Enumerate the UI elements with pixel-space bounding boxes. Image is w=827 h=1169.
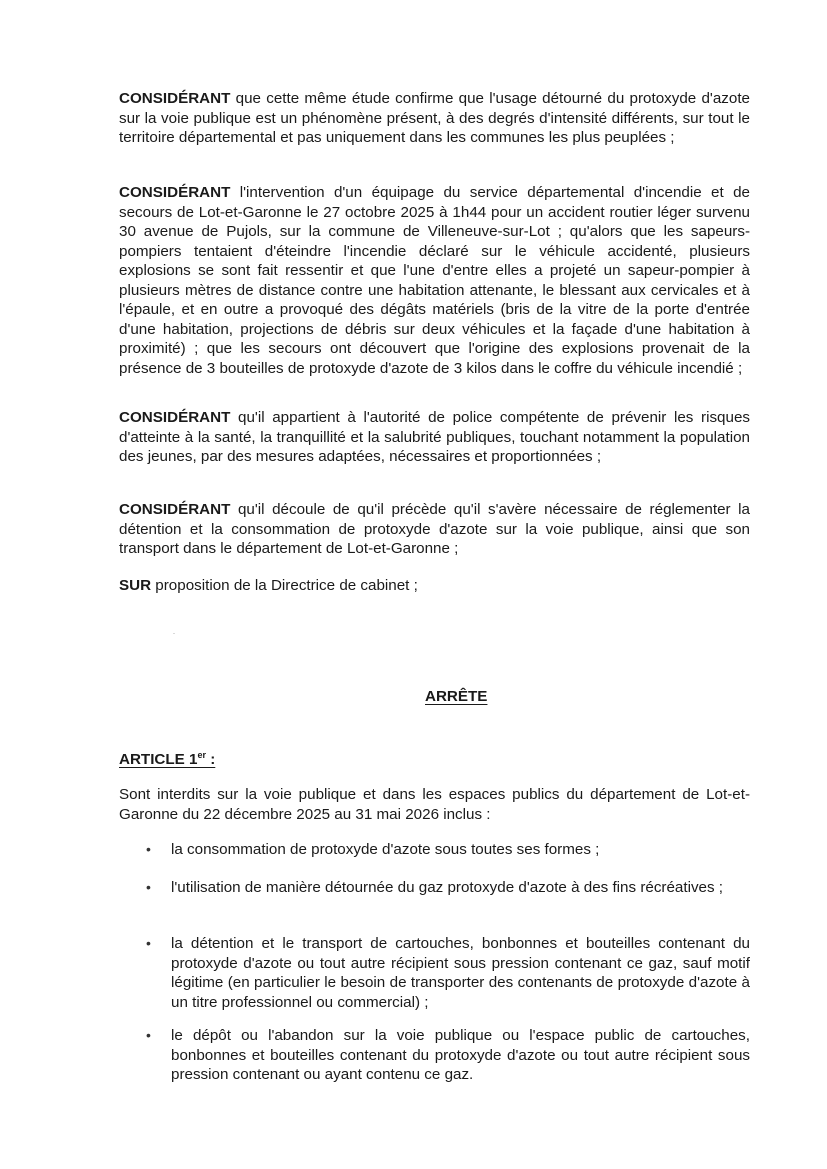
considerant-text: l'intervention d'un équipage du service départemental d'incendie et de secours de Lot-et-Garonne le 27 octobre 2025 à 1h44 pour un accident routier léger survenu 30 avenue de Pujols, sur la commune de Villeneuve-sur-Lot ; qu'alors que les sapeurs-pompiers tentaient d'éteindre l'incendie déclaré sur le véhicule accidenté, plusieurs explosions se sont fait ressentir et que l'une d'entre elles a projeté un sapeur-pompier à plusieurs mètres de distance contre une habitation attenante, le blessant aux cervicales et à l'épaule, et en outre a provoqué des dégâts matériels (bris de la vitre de la porte d'entrée d'une habitation, projections de débris sur deux véhicules et la façade d'une habitation à proximité) ; que les secours ont découvert que l'origine des explosions provenait de la présence de 3 bouteilles de protoxyde d'azote de 3 kilos dans le coffre du véhicule incendié ; — [119, 184, 750, 377]
list-item: le dépôt ou l'abandon sur la voie publique ou l'espace public de cartouches, bonbonnes et bouteilles contenant du protoxyde d'azote ou tout autre récipient sous pression contenant ou ayant contenu ce gaz. — [171, 1027, 750, 1083]
list-item: la consommation de protoxyde d'azote sous toutes ses formes ; — [171, 841, 600, 858]
sur-text: proposition de la Directrice de cabinet ; — [151, 577, 418, 594]
sur-proposition-paragraph — [119, 576, 750, 596]
article-1-heading — [119, 751, 215, 768]
bullet-icon: • — [146, 841, 151, 857]
article-1-intro: Sont interdits sur la voie publique et dans les espaces publics du département de Lot-et-Garonne du 22 décembre 2025 au 31 mai 2026 inclus : — [119, 786, 750, 823]
considerant-text: que cette même étude confirme que l'usage détourné du protoxyde d'azote sur la voie publique est un phénomène présent, à des degrés d'intensité différents, sur tout le territoire départemental et pas uniquement dans les communes les plus peuplées ; — [119, 90, 750, 146]
bullet-icon: • — [146, 1027, 151, 1043]
considerant-keyword: CONSIDÉRANT — [119, 184, 231, 201]
sur-keyword: SUR — [119, 577, 152, 594]
considerant-keyword: CONSIDÉRANT — [119, 409, 231, 426]
article-1-superscript: er — [197, 749, 206, 760]
considerant-text: qu'il découle de qu'il précède qu'il s'avère nécessaire de réglementer la détention et la consommation de protoxyde d'azote sur la voie publique, ainsi que son transport dans le département de Lot-et-Garonne ; — [119, 501, 750, 557]
scan-artifact — [173, 633, 175, 634]
bullet-icon: • — [146, 935, 151, 951]
considerant-keyword: CONSIDÉRANT — [119, 501, 231, 518]
bullet-icon: • — [146, 879, 151, 895]
considerant-paragraph-3 — [119, 408, 750, 467]
considerant-text: qu'il appartient à l'autorité de police compétente de prévenir les risques d'atteinte à la santé, la tranquillité et la salubrité publiques, touchant notamment la population des jeunes, par des mesures adaptées, nécessaires et proportionnées ; — [119, 409, 750, 465]
list-item: la détention et le transport de cartouches, bonbonnes et bouteilles contenant du protoxyde d'azote ou tout autre récipient sous pression contenant ce gaz, sauf motif légitime (en particulier le besoin de transporter des contenants de protoxyde d'azote à un titre professionnel ou commercial) ; — [171, 935, 750, 1011]
article-1-label: ARTICLE 1 — [119, 751, 198, 768]
arrete-heading: ARRÊTE — [425, 688, 488, 705]
considerant-paragraph-2 — [119, 183, 750, 378]
article-1-suffix: : — [206, 751, 216, 768]
considerant-paragraph-1 — [119, 89, 750, 148]
considerant-keyword: CONSIDÉRANT — [119, 90, 231, 107]
considerant-paragraph-4 — [119, 500, 750, 559]
list-item: l'utilisation de manière détournée du gaz protoxyde d'azote à des fins récréatives ; — [171, 879, 724, 896]
